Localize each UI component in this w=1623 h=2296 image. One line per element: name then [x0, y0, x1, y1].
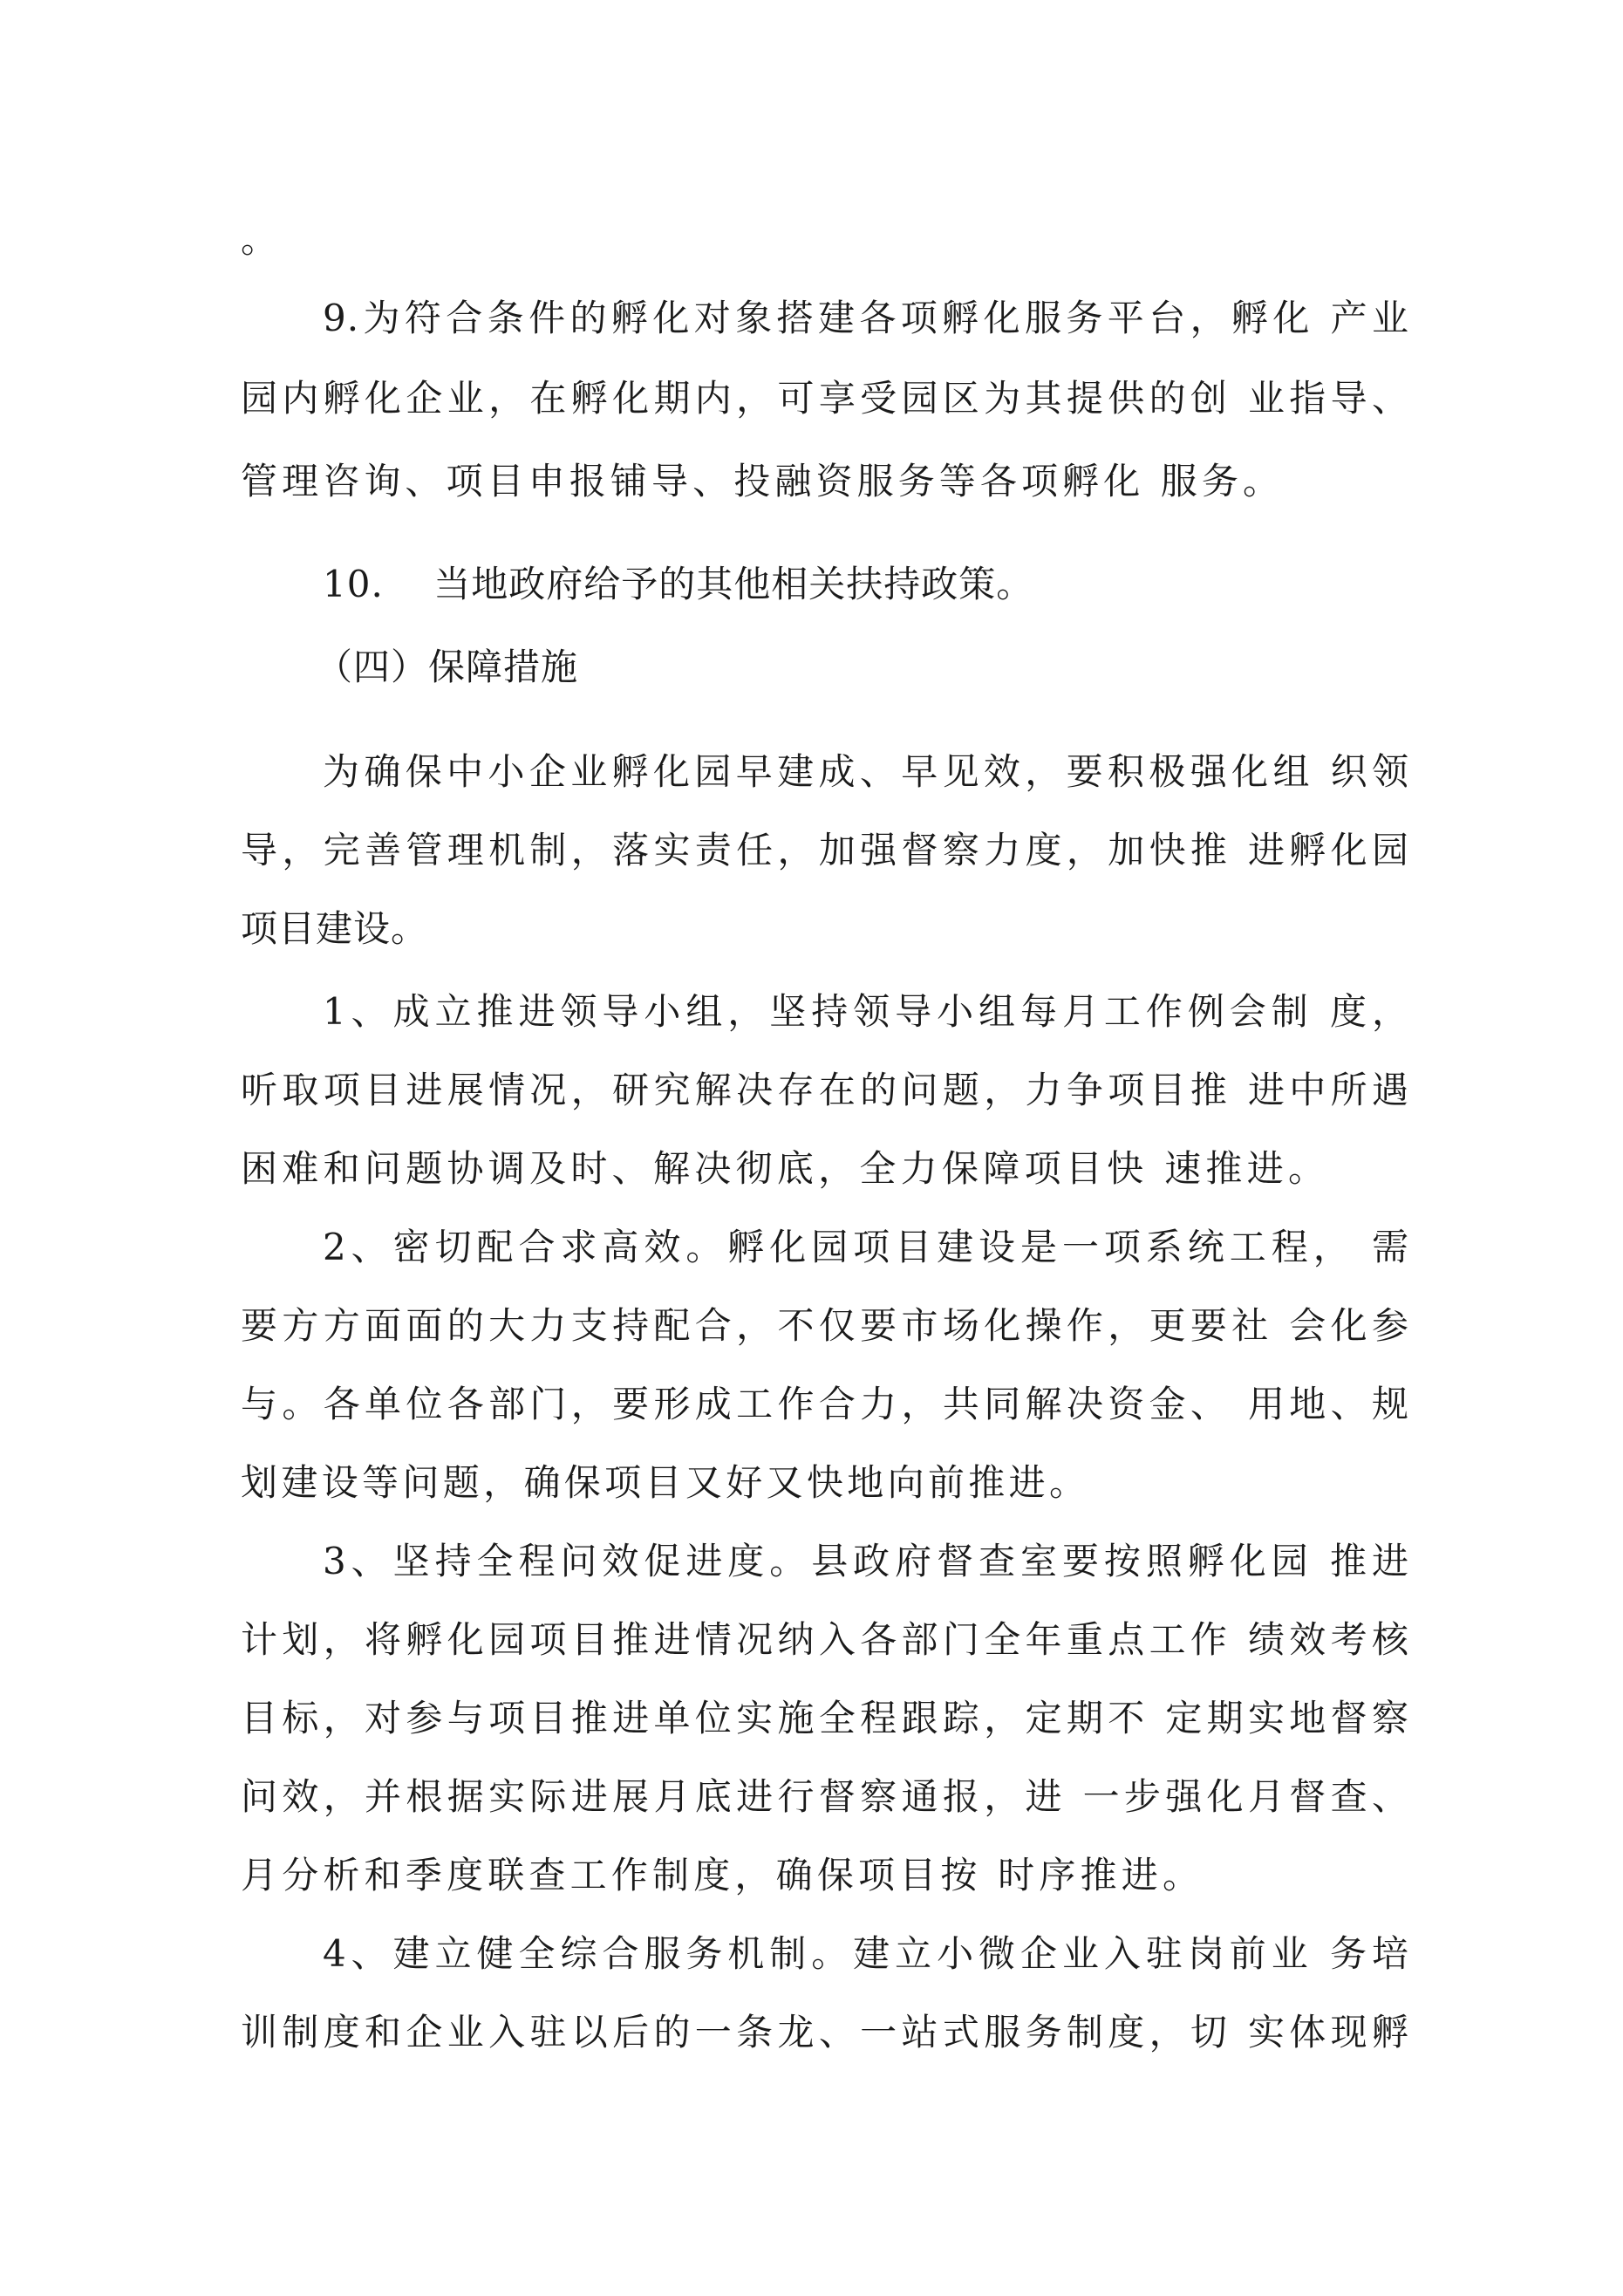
- text-line-14: 要方方面面的大力支持配合，不仅要市场化操作，更要社 会化参: [241, 1304, 1409, 1347]
- text-line-11: 听取项目进展情况，研究解决存在的问题，力争项目推 进中所遇: [241, 1069, 1409, 1111]
- text-line-15: 与。各单位各部门，要形成工作合力，共同解决资金、 用地、规: [241, 1383, 1409, 1425]
- text-line-16: 划建设等问题，确保项目又好又快地向前推进。: [241, 1461, 1087, 1504]
- text-line-1: 。: [241, 218, 279, 261]
- text-line-23: 训制度和企业入驻以后的一条龙、一站式服务制度，切 实体现孵: [241, 2011, 1409, 2053]
- text-line-10: 1、成立推进领导小组，坚持领导小组每月工作例会制 度，: [323, 990, 1409, 1033]
- text-line-19: 目标，对参与项目推进单位实施全程跟踪，定期不 定期实地督察: [241, 1697, 1409, 1739]
- text-line-2: 9.为符合条件的孵化对象搭建各项孵化服务平台，孵化 产业: [323, 297, 1409, 339]
- text-line-20: 问效，并根据实际进展月底进行督察通报，进 一步强化月督查、: [241, 1775, 1409, 1818]
- text-line-9: 项目建设。: [241, 907, 429, 950]
- text-line-17: 3、坚持全程问效促进度。县政府督查室要按照孵化园 推进: [323, 1540, 1409, 1582]
- text-line-4: 管理咨询、项目申报铺导、投融资服务等各项孵化 服务。: [241, 460, 1280, 502]
- text-line-21: 月分析和季度联查工作制度，确保项目按 时序推进。: [241, 1854, 1200, 1896]
- text-line-8: 导，完善管理机制，落实责任，加强督察力度，加快推 进孵化园: [241, 829, 1409, 871]
- text-line-13: 2、密切配合求高效。孵化园项目建设是一项系统工程， 需: [323, 1226, 1409, 1268]
- text-line-7: 为确保中小企业孵化园早建成、早见效，要积极强化组 织领: [323, 750, 1409, 793]
- text-line-3: 园内孵化企业，在孵化期内，可享受园区为其提供的创 业指导、: [241, 377, 1409, 420]
- text-line-22: 4、建立健全综合服务机制。建立小微企业入驻岗前业 务培: [323, 1932, 1409, 1975]
- text-line-12: 困难和问题协调及时、解决彻底，全力保障项目快 速推进。: [241, 1147, 1326, 1190]
- text-line-18: 计划，将孵化园项目推进情况纳入各部门全年重点工作 绩效考核: [241, 1618, 1409, 1661]
- section-heading: （四）保障措施: [316, 646, 579, 688]
- text-line-5: 10. 当地政府给予的其他相关扶持政策。: [323, 563, 1034, 605]
